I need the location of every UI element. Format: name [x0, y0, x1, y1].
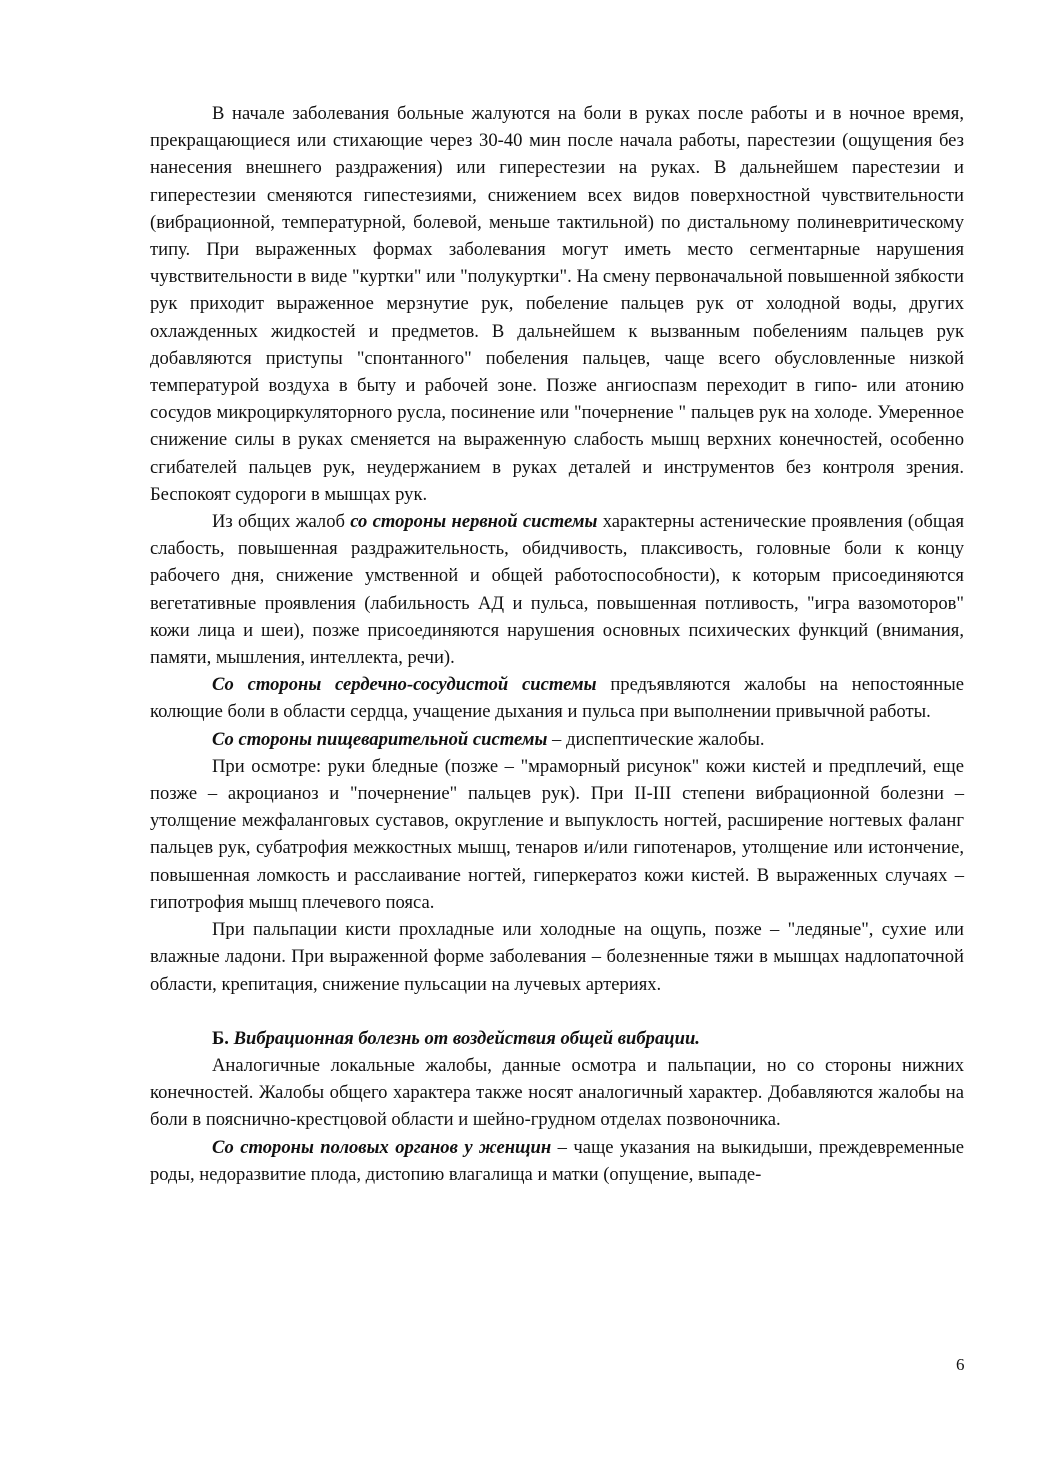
section-heading-letter: Б. [212, 1027, 229, 1049]
paragraph-general-vibration: Аналогичные локальные жалобы, данные осмотра и пальпации, но со стороны нижних конечностей. Жалобы общего характера также носят аналогичный характер. Добавляются жалобы на боли в пояснично-крестцовой области и шейно-грудном отделах позвоночника. [150, 1054, 964, 1131]
section-heading-b [150, 1025, 964, 1052]
paragraph-reproductive-after: – чаще указания на выкидыши, преждевременные роды, недоразвитие плода, дистопию влагалища и матки (опущение, выпаде- [150, 1136, 964, 1185]
paragraph-cardiovascular-after: предъявляются жалобы на непостоянные колющие боли в области сердца, учащение дыхания и пульса при выполнении привычной работы. [150, 674, 964, 723]
paragraph-examination: При осмотре: руки бледные (позже – "мраморный рисунок" кожи кистей и предплечий, еще позже – акроцианоз и "почернение" пальцев рук). При II-III степени вибрационной болезни – утолщение межфаланговых суставов, округление и выпуклость ногтей, расширение ногтевых фаланг пальцев рук, субатрофия межкостных мышц, тенаров и/или гипотенаров, утолщение или истончение, повышенная ломкость и расслаивание ногтей, гиперкератоз кожи кистей. В выраженных случаях – гипотрофия мышц плечевого пояса. [150, 755, 964, 913]
document-page [150, 100, 964, 1188]
paragraph-palpation: При пальпации кисти прохладные или холодные на ощупь, позже – "ледяные", сухие или влажные ладони. При выраженной форме заболевания – болезненные тяжи в мышцах надлопаточной области, крепитация, снижение пульсации на лучевых артериях. [150, 919, 964, 995]
page-number: 6 [956, 1355, 965, 1374]
paragraph-reproductive [150, 1134, 964, 1188]
lead-nervous-system: со стороны нервной системы [350, 511, 598, 533]
paragraph-nervous-system [150, 508, 964, 671]
section-heading-title: Вибрационная болезнь от воздействия общей вибрации. [228, 1027, 700, 1049]
paragraph-nervous-system-before: Из общих жалоб [212, 511, 351, 533]
paragraph-nervous-system-after: характерны астенические проявления (общая слабость, повышенная раздражительность, обидчивость, плаксивость, головные боли к концу рабочего дня, снижение умственной и общей работоспособности), к которым присоединяются вегетативные проявления (лабильность АД и пульса, повышенная потливость, "игра вазомоторов" кожи лица и шеи), позже присоединяются нарушения основных психических функций (внимания, памяти, мышления, интеллекта, речи). [150, 511, 964, 669]
paragraph-cardiovascular [150, 671, 964, 725]
paragraph-digestive-after: – диспептические жалобы. [547, 728, 765, 750]
paragraph-digestive [150, 726, 964, 753]
paragraph-early-symptoms: В начале заболевания больные жалуются на боли в руках после работы и в ночное время, прекращающиеся или стихающие через 30-40 мин после начала работы, парестезии (ощущения без нанесения внешнего раздражения) или гиперестезии на руках. В дальнейшем парестезии и гиперестезии сменяются гипестезиями, снижением всех видов поверхностной чувствительности (вибрационной, температурной, болевой, меньше тактильной) по дистальному полиневритическому типу. При выраженных формах заболевания могут иметь место сегментарные нарушения чувствительности в виде "куртки" или "полукуртки". На смену первоначальной повышенной зябкости рук приходит выраженное мерзнутие рук, побеление пальцев рук от холодной воды, других охлажденных жидкостей и предметов. В дальнейшем к вызванным побелениям пальцев рук добавляются приступы "спонтанного" побеления пальцев, чаще всего обусловленные низкой температурой воздуха в быту и рабочей зоне. Позже ангиоспазм переходит в гипо- или атонию сосудов микроциркуляторного русла, посинение или "почернение " пальцев рук на холоде. Умеренное снижение силы в руках сменяется на выраженную слабость мышц верхних конечностей, особенно сгибателей пальцев рук, неудержанием в руках деталей и инструментов без контроля зрения. Беспокоят судороги в мышцах рук. [150, 103, 964, 505]
lead-cardiovascular: Со стороны сердечно-сосудистой системы [212, 674, 597, 696]
lead-digestive: Со стороны пищеварительной системы [212, 728, 548, 750]
lead-reproductive: Со стороны половых органов у женщин [212, 1136, 552, 1158]
